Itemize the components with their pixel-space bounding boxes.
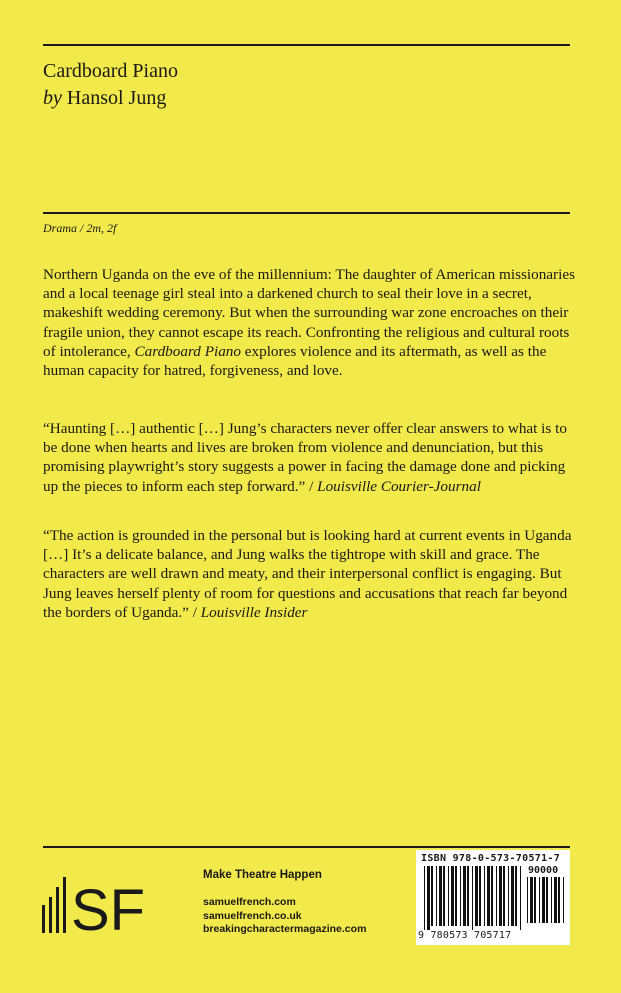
barcode-stripe	[487, 866, 490, 926]
barcode-stripe	[479, 866, 481, 926]
addon-code: 90000	[528, 865, 559, 876]
author-line	[43, 85, 166, 111]
barcode-stripe	[496, 866, 497, 926]
site-3: breakingcharactermagazine.com	[203, 923, 367, 935]
barcode-stripe	[534, 877, 536, 923]
barcode-stripe	[554, 877, 557, 923]
author-name: Hansol Jung	[66, 87, 167, 109]
barcode-stripe	[508, 866, 509, 926]
synopsis	[43, 265, 578, 380]
barcode-stripe	[451, 866, 454, 926]
barcode-stripe	[527, 877, 528, 923]
ean-digits: 9 780573 705717	[418, 930, 512, 941]
publisher-sites	[203, 896, 366, 937]
barcode-stripe	[484, 866, 485, 926]
by-word: by	[43, 87, 62, 109]
barcode-stripe	[551, 877, 552, 923]
review-1	[43, 419, 578, 496]
barcode-stripe	[563, 877, 564, 923]
genre-rule	[43, 212, 570, 214]
footer-rule	[43, 846, 570, 848]
barcode-stripe	[511, 866, 514, 926]
ean-bars	[424, 866, 524, 932]
barcode-stripe	[539, 877, 540, 923]
barcode-stripe	[455, 866, 457, 926]
review-2	[43, 526, 578, 622]
synopsis-text-1: Northern Uganda on the eve of the millennium: The daughter of American missionaries and a local teenage girl steal into a darkened church to seal their love in a secret, makeshift wedding ceremony. But when the surrounding war zone encroaches on their fragile union, they cannot escape its reach. Confronting the religious and cultural roots of intolerance,	[43, 266, 575, 360]
barcode-stripe	[439, 866, 442, 926]
barcode-stripe	[443, 866, 445, 926]
site-2: samuelfrench.co.uk	[203, 909, 302, 922]
barcode-stripe	[546, 877, 548, 923]
synopsis-play-title: Cardboard Piano	[134, 342, 241, 360]
review-1-text: “Haunting […] authentic […] Jung’s characters never offer clear answers to what is to be done when hearts and lives are broken from violence and denunciation, but this promising playwright’s story suggests a power in facing the damage done and picking up the pieces to inform each step forward.” /	[43, 420, 567, 495]
barcode-stripe	[460, 866, 461, 926]
top-rule	[43, 44, 570, 46]
addon-bars	[527, 877, 567, 929]
barcode-stripe	[499, 866, 502, 926]
publisher-logo	[40, 863, 150, 935]
review-2-text: “The action is grounded in the personal but is looking hard at current events in Uganda […] It’s a delicate balance, and Jung walks the tightrope with skill and grace. The characters are well drawn and meaty, and their interpersonal conflict is engaging. But Jung leaves herself plenty of room for questions and accusations that reach far beyond the borders of Uganda.” /	[43, 527, 572, 621]
barcode-stripe	[467, 866, 469, 926]
book-title: Cardboard Piano	[43, 60, 178, 82]
barcode	[416, 850, 570, 945]
barcode-stripe	[503, 866, 505, 926]
barcode-stripe	[448, 866, 449, 926]
site-1: samuelfrench.com	[203, 896, 296, 908]
barcode-stripe	[515, 866, 517, 926]
logo-bar-1	[42, 905, 45, 933]
review-1-source: Louisville Courier-Journal	[317, 477, 481, 495]
barcode-stripe	[542, 877, 545, 923]
barcode-stripe	[436, 866, 437, 926]
publisher-tagline: Make Theatre Happen	[203, 869, 322, 881]
barcode-stripe	[431, 866, 433, 926]
barcode-stripe	[427, 866, 430, 930]
barcode-stripe	[491, 866, 493, 926]
barcode-stripe	[463, 866, 466, 926]
logo-letters: SF	[71, 878, 146, 935]
barcode-stripe	[472, 866, 473, 930]
barcode-stripe	[530, 877, 533, 923]
barcode-stripe	[558, 877, 560, 923]
logo-bar-4	[63, 877, 66, 933]
genre-cast: Drama / 2m, 2f	[43, 221, 117, 235]
barcode-stripe	[520, 866, 521, 930]
synopsis-text-2: explores violence and its aftermath, as well as the human capacity for hatred, forgiveness, and love.	[43, 342, 547, 380]
review-2-source: Louisville Insider	[200, 603, 308, 621]
logo-bar-2	[49, 897, 52, 933]
barcode-stripe	[424, 866, 425, 930]
logo-bar-3	[56, 887, 59, 933]
isbn-label: ISBN 978-0-573-70571-7	[421, 853, 561, 864]
barcode-stripe	[475, 866, 478, 926]
